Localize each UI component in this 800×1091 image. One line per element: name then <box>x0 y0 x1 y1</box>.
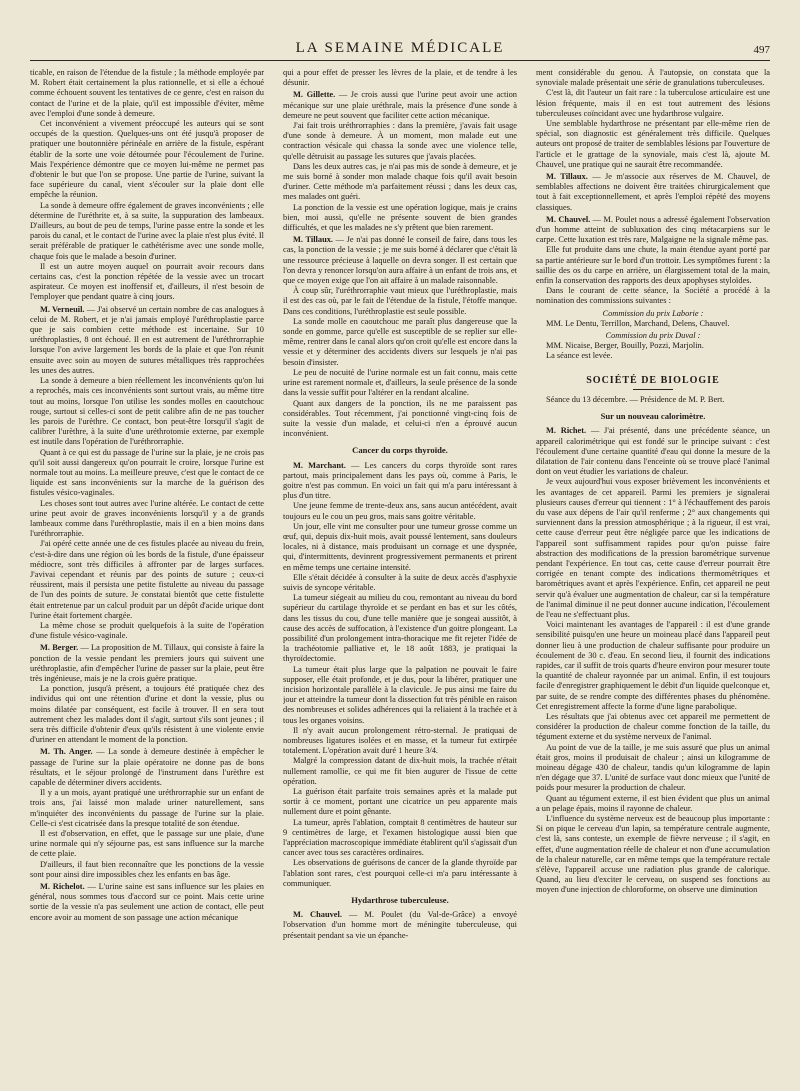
paragraph: La ponction de la vessie est une opération logique, mais je crains bien, moi aussi, qu'elle ne présente souvent de bien grandes difficultés, et que les malades ne s'y prêtent que bien rarement. <box>283 202 517 233</box>
paragraph: J'ai fait trois uréthrorraphies : dans la première, j'avais fait usage d'une sonde à demeure. À un moment, mon malade eut une contraction vésicale qui chassa la sonde avec une violence telle, qu'elle détruisit au passage les sutures que j'avais placées. <box>283 121 517 161</box>
paragraph: Dans les deux autres cas, je n'ai pas mis de sonde à demeure, et je me suis borné à sonder mon malade chaque fois qu'il avait besoin d'uriner. Cette méthode m'a parfaitement réussi ; dans les deux cas, mes malades ont guéri. <box>283 161 517 202</box>
paragraph: Il y a un mois, ayant pratiqué une uréthrorraphie sur un enfant de trois ans, j'ai laissé mon malade uriner naturellement, sans m'inquiéter des inconvénients du passage de l'urine sur la plaie. Celle-ci s'est cicatrisée dans la presque totalité de son étendue. <box>30 788 264 828</box>
speaker-paragraph: M. Chauvel. — M. Poulet nous a adressé également l'observation d'un homme atteint de subluxation des cinq métacarpiens sur le carpe. Cette luxation est très rare, Malgaigne ne la signale même pas. <box>536 214 770 245</box>
speaker-paragraph: M. Richelot. — L'urine saine est sans influence sur les plaies en général, nous sommes tous d'accord sur ce point. Mais cette urine sortie de la vessie n'a pas seulement une action de contact, elle peut encore avoir au moment de son passage une action mécanique <box>30 882 264 922</box>
subsection-heading: Hydarthrose tuberculeuse. <box>351 895 449 906</box>
commission-members: MM. Nicaise, Berger, Bouilly, Pozzi, Marjolin. <box>546 341 704 351</box>
paragraph: Quant aux dangers de la ponction, ils ne me paraissent pas considérables. Tout récemment, j'ai ponctionné vingt-cinq fois de suite la vessie d'un malade, et celui-ci n'en a éprouvé aucun inconvénient. <box>283 398 517 439</box>
paragraph: Au point de vue de la taille, je me suis assuré que plus un animal était gros, moins il produisait de chaleur ; ainsi un kilogramme de moineau dégage 430 de chaleur, tandis qu'un kilogramme de lapin n'en dégage que 37. L'unité de surface vaut donc mieux que l'unité de poids pour mesurer la production de chaleur. <box>536 742 770 793</box>
paragraph: La même chose se produit quelquefois à la suite de l'opération d'une fistule vésico-vaginale. <box>30 620 264 641</box>
section-rule <box>633 389 673 390</box>
page-number: 497 <box>753 44 770 56</box>
column-3 <box>536 68 770 1083</box>
speaker-paragraph: M. Gillette. — Je crois aussi que l'urine peut avoir une action mécanique sur une plaie uréthrale, mais la présence d'une sonde à demeure ne peut souvent que faciliter cette action mécanique. <box>283 90 517 120</box>
paragraph: Malgré la compression datant de dix-huit mois, la trachée n'était nullement ramollie, ce qui me fit bien augurer de l'issue de cette opération. <box>283 756 517 786</box>
paragraph: Il est d'observation, en effet, que le passage sur une plaie, d'une urine normale qui n'y séjourne pas, est sans influence sur la marche de cette plaie. <box>30 829 264 859</box>
speaker-paragraph: M. Chauvel. — M. Poulet (du Val-de-Grâce) a envoyé l'observation d'un homme mort de méningite tuberculeuse, qui présentait pendant sa vie un épanche- <box>283 910 517 940</box>
speaker-paragraph: M. Berger. — La proposition de M. Tillaux, qui consiste à faire la ponction de la vessie pendant les premiers jours qui suivent une uréthroplastie, afin d'empêcher l'urine de passer sur la plaie, peut être très ingénieuse, mais je ne la crois guère pratique. <box>30 643 264 683</box>
paragraph: L'influence du système nerveux est de beaucoup plus importante : Si on pique le cerveau d'un lapin, sa température centrale augmente, c'est là, sans conteste, un exemple de fièvre nerveuse ; il s'agit, en effet, d'une augmentation réelle de chaleur et non d'une accumulation de la chaleur naturelle, car en même temps que la température rectale s'élève, l'appareil accuse une radiation plus grande de calorique. Quand, au lieu d'exciter le cerveau, on suspend ses fonctions au moyen d'une injection de chloroforme, on observe une diminution <box>536 814 770 895</box>
speaker-name: M. Th. Anger. <box>40 747 93 757</box>
paragraph: Elle s'était décidée à consulter à la suite de deux accès d'asphyxie suivis de syncope véritable. <box>283 572 517 592</box>
paragraph: La tumeur, après l'ablation, comptait 8 centimètres de hauteur sur 9 centimètres de large, et l'examen histologique aussi bien que l'appréciation macroscopique immédiate établirent qu'il s'agissait d'un cancer avec tous ses caractères ordinaires. <box>283 817 517 858</box>
paragraph: ment considérable du genou. À l'autopsie, on constata que la synoviale malade présentait une série de granulations tuberculeuses. <box>536 68 770 88</box>
paragraph: Un jour, elle vint me consulter pour une tumeur grosse comme un œuf, qui, depuis dix-huit mois, avait poussé lentement, sans douleurs locales, ni à distance, mais produisant un cornage et une dyspnée, qui, d'intermittents, devinrent progressivement permanents et prirent en même temps une certaine intensité. <box>283 521 517 572</box>
speaker-paragraph: M. Marchant. — Les cancers du corps thyroïde sont rares partout, mais principalement dans les pays où, comme à Paris, le goitre n'est pas commun. En voici un fait qui m'a paru intéressant à plus d'un titre. <box>283 460 517 501</box>
speaker-paragraph: M. Verneuil. — J'ai observé un certain nombre de cas analogues à celui de M. Robert, et je n'ai jamais employé l'uréthroplastie parce que je sais combien cette méthode est incertaine. Sur 10 uréthroplasties, 8 ont échoué. Il en est autrement de l'uréthrorraphie lorsque l'on avive largement les bords de la plaie et que l'on réunit ensuite avec soin au moyen de sutures métalliques très rapprochées les unes des autres. <box>30 304 264 375</box>
paragraph: La séance est levée. <box>546 351 613 361</box>
paragraph: Les résultats que j'ai obtenus avec cet appareil me permettent de considérer la production de chaleur comme fonction de la taille, du tégument externe et du système nerveux de l'animal. <box>536 711 770 742</box>
speaker-name: M. Berger. <box>40 643 79 653</box>
commission-members: MM. Le Dentu, Terrillon, Marchand, Delens, Chauvel. <box>546 318 730 328</box>
paragraph: Je veux aujourd'hui vous exposer brièvement les inconvénients et les avantages de cet appareil. Parmi les premiers je signalerai plusieurs causes d'erreur qui tiennent : 1° à l'échauffement des parois du vase aux dépens de l'air qu'il renferme ; 2° aux changements qui surviennent dans la pression atmosphérique ; à la rigueur, il est vrai, cette cause d'erreur peut être négligée parce que les indications de l'appareil sont suffisamment rapides pour qu'on puisse faire abstraction des modifications de la pression barométrique survenue pendant l'expérience. En tout cas, cette cause d'erreur pourrait être corrigée en tenant compte des indications thermométriques et barométriques avant et après l'expérience. Enfin, cet appareil ne peut servir qu'à évaluer une augmentation de chaleur, car si la température de l'animal diminue il ne peut donner aucune indication, l'écoulement de l'eau ne s'effectuant plus. <box>536 477 770 619</box>
speaker-paragraph: M. Tillaux. — Je m'associe aux réserves de M. Chauvel, de semblables affections ne doivent être traitées chirurgicalement que tout à fait exceptionnellement, et après l'emploi répété des moyens classiques. <box>536 172 770 212</box>
speaker-name: M. Gillette. <box>293 90 336 100</box>
paragraph: Une semblable hydarthrose ne présentant par elle-même rien de spécial, son diagnostic est généralement très difficile. Quelques auteurs ont proposé de traiter de semblables lésions par l'ouverture de l'article et le grattage de la synoviale, mais c'est là, ajoute M. Chauvel, une pratique qui ne saurait être recommandée. <box>536 119 770 169</box>
speaker-name: M. Tillaux. <box>546 172 588 182</box>
speaker-name: M. Chauvel. <box>293 910 342 920</box>
speaker-paragraph: M. Tillaux. — Je n'ai pas donné le conseil de faire, dans tous les cas, la ponction de la vessie ; je me suis borné à déclarer que c'était là une ressource précieuse à laquelle on devra songer. Il est certain que l'on devra y renoncer lorsqu'on aura affaire à un enfant de trois ans, et que ce moyen exige que l'on ait affaire à un malade raisonnable. <box>283 235 517 286</box>
paragraph: Dans le courant de cette séance, la Société a procédé à la nomination des commissions suivantes : <box>536 286 770 306</box>
paragraph: Quant à ce qui est du passage de l'urine sur la plaie, je ne crois pas qu'il soit aussi dangereux qu'on pourrait le croire, lorsque l'urine est normale tout au moins. La meilleure preuve, c'est que le contact de ce liquide est sans inconvénients sur la marche de la guérison des fistules vésico-vaginales. <box>30 447 264 498</box>
paragraph: La sonde à demeure offre également de graves inconvénients ; elle détermine de l'uréthrite et, à sa suite, la suppuration des lambeaux. D'ailleurs, au bout de peu de temps, l'urine passe entre la sonde et les parois du canal, et le contact de l'urine avec la plaie n'est plus évité. Il serait préférable de pratiquer le cathétérisme avec une sonde molle, chaque fois que le malade a besoin d'uriner. <box>30 200 264 261</box>
paragraph: Quant au tégument externe, il est bien évident que plus un animal a un pelage épais, moins il rayonne de chaleur. <box>536 793 770 813</box>
page-header <box>30 38 770 61</box>
paragraph: Il n'y avait aucun prolongement rétro-sternal. Je pratiquai de nombreuses ligatures isolées et en masse, et la tumeur fut extirpée totalement. L'opération avait duré 1 heure 3/4. <box>283 725 517 756</box>
paragraph: C'est là, dit l'auteur un fait rare : la tuberculose articulaire est une lésion fréquente, mais il en est tout autrement des lésions tuberculeuses coïncidant avec une hydarthrose vulgaire. <box>536 88 770 118</box>
subsection-heading: Cancer du corps thyroïde. <box>352 445 448 456</box>
section-heading: SOCIÉTÉ DE BIOLOGIE <box>586 374 720 386</box>
column-2 <box>283 68 517 1083</box>
paragraph: Voici maintenant les avantages de l'appareil : il est d'une grande sensibilité puisqu'en une heure un moineau placé dans l'appareil peut donner lieu à une production de chaleur suffisante pour produire un écoulement de 30 c. d'eau. En second lieu, il fournit des indications rapides, car il suffit de trois quarts d'heure environ pour mesurer toute la quantité de chaleur rayonnée par un animal. Enfin, il est toujours facile d'enregistrer graphiquement le débit d'un liquide quelconque et, par suite, de se rendre compte des différentes phases du phénomène. Cet enregistrement affecte la forme d'une ligne parabolique. <box>536 620 770 711</box>
paragraph: Le peu de nocuité de l'urine normale est un fait connu, mais cette urine est rarement normale et, d'ailleurs, la seule présence de la sonde dans la vessie suffit pour l'altérer en la rendant alcaline. <box>283 367 517 398</box>
speaker-name: M. Richelot. <box>40 882 85 892</box>
paragraph: La sonde molle en caoutchouc me paraît plus dangereuse que la sonde en gomme, parce qu'elle est susceptible de se replier sur elle-même, rentrer dans le canal alors qu'on croit qu'elle est encore dans la vessie et y déterminer des accidents divers sur lesquels je n'ai pas besoin d'insister. <box>283 316 517 367</box>
speaker-name: M. Verneuil. <box>40 304 85 314</box>
paragraph: À coup sûr, l'uréthrorraphie vaut mieux que l'uréthroplastie, mais il est des cas où, par le fait de l'étendue de la fistule, l'étoffe manque. Dans ces conditions, l'uréthroplastie est seule possible. <box>283 286 517 316</box>
paragraph: J'ai opéré cette année une de ces fistules placée au niveau du frein, c'est-à-dire dans une région où les bords de la fistule, d'une épaisseur médiocre, sont très difficiles à affronter par de larges surfaces. J'avivai cependant et réunis par des points de suture ; ceux-ci réussirent, mais il persista une petite fistulette au niveau du passage de l'un des points de suture. Je constatai bientôt que cette fistulette était entretenue par un calcul produit par un dépôt d'acide urique dont l'urine était fortement chargée. <box>30 539 264 620</box>
paragraph: ticable, en raison de l'étendue de la fistule ; la méthode employée par M. Robert était certainement la plus rationnelle, et si elle a échoué comme échouent souvent les tentatives de ce genre, c'est en raison du contact de l'urine et de la plaie, qu'il est impossible d'éviter, même avec l'emploi d'une sonde à demeure. <box>30 68 264 118</box>
paragraph: Les choses sont tout autres avec l'urine altérée. Le contact de cette urine peut avoir de graves inconvénients lorsqu'il y a de grands lambeaux comme dans l'uréthroplastie, mais il en a bien moins dans l'uréthrorraphie. <box>30 498 264 539</box>
paragraph: D'ailleurs, il faut bien reconnaître que les ponctions de la vessie sont pour ainsi dire impossibles chez les enfants en bas âge. <box>30 859 264 879</box>
paragraph: La sonde à demeure a bien réellement les inconvénients qu'on lui a reprochés, mais ces inconvénients sont surtout vrais, au même titre tout au moins, lorsque l'on utilise les sondes molles en caoutchouc rouge, surtout si celles-ci sont de petit calibre afin de ne pas toucher les parois de l'urèthre. Ce contact, bon peut-être lorsqu'il s'agit de calibrer l'urèthre, à la suite d'une uréthrotomie externe, par exemple est inutile dans l'opération de l'uréthrorraphie. <box>30 376 264 447</box>
commission-title: Commission du prix Laborie : <box>602 308 704 318</box>
session-line: Séance du 13 décembre. — Présidence de M. P. Bert. <box>546 394 725 404</box>
journal-title: LA SEMAINE MÉDICALE <box>295 40 505 56</box>
paragraph: Elle fut produite dans une chute, la main étendue ayant porté par sa partie antérieure sur le bord d'un trottoir. Les symptômes furent : la saillie des os du carpe en arrière, un élargissement total de la main, enfin la conservation des rapports des deux apophyses styloïdes. <box>536 245 770 286</box>
speaker-name: M. Chauvel. <box>546 214 591 224</box>
speaker-name: M. Tillaux. <box>293 235 334 245</box>
paragraph: qui a pour effet de presser les lèvres de la plaie, et de tendre à les désunir. <box>283 68 517 88</box>
speaker-name: M. Richet. <box>546 426 587 436</box>
paragraph: La ponction, jusqu'à présent, a toujours été pratiquée chez des individus qui ont une rétention d'urine et dont la vessie, plus ou moins dilatée par conséquent, est facile à trouver. Il en sera tout autrement chez les malades dont il s'agit, surtout s'ils sont jeunes ; il sera très difficile d'obtenir d'eux qu'ils résistent à une violente envie d'uriner en attendant le moment de la ponction. <box>30 684 264 745</box>
paragraph: La guérison était parfaite trois semaines après et la malade put sortir à ce moment, portant une cicatrice un peu apparente mais nullement dure et point gênante. <box>283 787 517 817</box>
commission-title: Commission du prix Duval : <box>605 331 701 341</box>
paragraph: Cet inconvénient a vivement préoccupé les auteurs qui se sont occupés de la question. Quelques-uns ont été jusqu'à proposer de pratiquer une boutonnière périnéale en arrière de la fistule, espérant établir de la sorte une voie détournée pour l'écoulement de l'urine. Mais l'expérience démontre que ce moyen lui-même ne permet pas d'obtenir le but que l'on se propose. Une partie de l'urine, suivant la face supérieure du canal, vient s'écouler sur la plaie dont elle empêche la réunion. <box>30 119 264 200</box>
paragraph: La tumeur était plus large que la palpation ne pouvait le faire supposer, elle était profonde, et je dus, pour la libérer, pratiquer une incision horizontale parallèle à la clavicule. Je pus ainsi me faire du jour et atteindre la tumeur dont la dissection fut très pénible en raison des nombreuses et solides adhérences qui la reliaient à la trachée et à tous les organes voisins. <box>283 664 517 725</box>
speaker-paragraph: M. Richet. — J'ai présenté, dans une précédente séance, un appareil calorimétrique qui est fondé sur le principe suivant : c'est l'écoulement d'une certaine quantité d'eau qui donne la mesure de la dilatation de l'air contenu dans l'enceinte où se trouve placé l'animal dont on veut étudier les variations de chaleur. <box>536 426 770 477</box>
paragraph: La tumeur siégeait au milieu du cou, remontant au niveau du bord supérieur du cartilage thyroïde et se perdant en bas et sur les côtés, dans les tissus du cou, d'une telle manière que je songeai aussitôt, à cause des accès de suffocation, à l'existence d'un goitre plongeant. La possibilité d'un prolongement intra-thoracique me fit rejeter l'idée de la trachéotomie palliative et, le 18 août 1883, je pratiquai la thyroïdectomie. <box>283 593 517 664</box>
text-columns <box>30 68 770 1083</box>
paragraph: Il est un autre moyen auquel on pourrait avoir recours dans certains cas, c'est la ponction répétée de la vessie avec un trocart aspirateur. Ce moyen est inoffensif et, d'ailleurs, il n'est besoin de l'employer que pendant quatre à cinq jours. <box>30 261 264 302</box>
paragraph: Une jeune femme de trente-deux ans, sans aucun antécédent, avait toujours eu le cou un peu gros, mais sans goitre véritable. <box>283 501 517 521</box>
speaker-name: M. Marchant. <box>293 460 346 470</box>
column-1 <box>30 68 264 1083</box>
subsection-heading: Sur un nouveau calorimètre. <box>600 411 706 422</box>
paragraph: Les observations de guérisons de cancer de la glande thyroïde par l'ablation sont rares, c'est pourquoi celle-ci m'a paru intéressante à communiquer. <box>283 858 517 888</box>
speaker-paragraph: M. Th. Anger. — La sonde à demeure destinée à empêcher le passage de l'urine sur la plaie opératoire ne donne pas de bons résultats, et le séjour prolongé de l'instrument dans l'urèthre est capable de déterminer divers accidents. <box>30 747 264 788</box>
